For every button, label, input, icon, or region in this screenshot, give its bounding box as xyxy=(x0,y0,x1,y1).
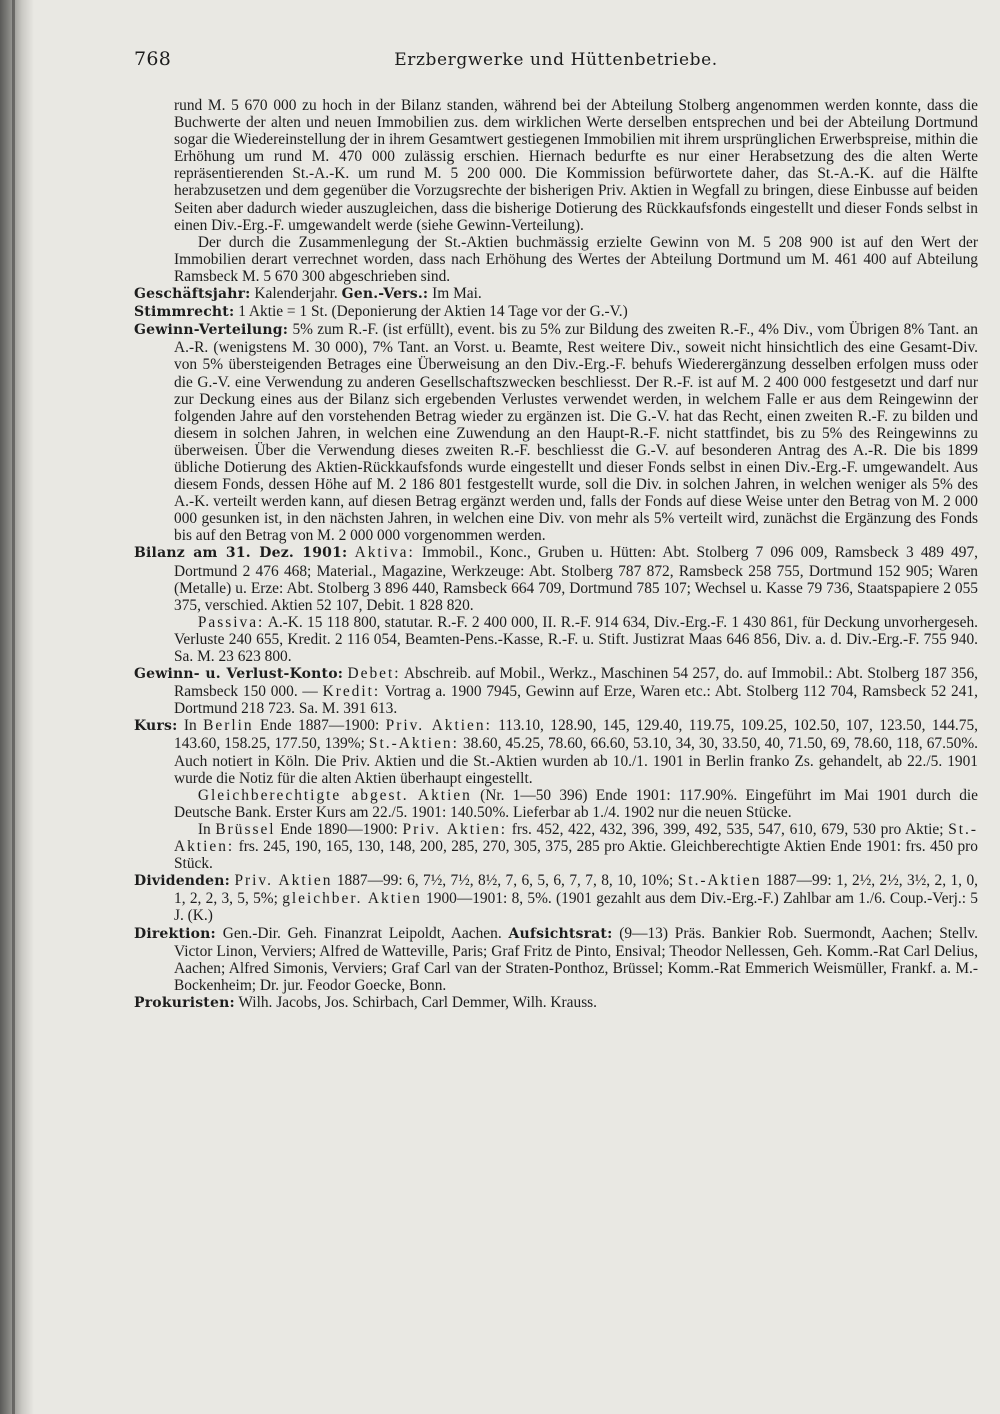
paragraph-text: Gen.-Dir. Geh. Finanzrat Leipoldt, Aachen. xyxy=(215,924,509,942)
paragraph-text: In xyxy=(177,717,204,735)
paragraph xyxy=(134,544,978,613)
section-heading: Bilanz am 31. Dez. 1901: xyxy=(134,545,348,562)
spaced-emphasis: Kredit: xyxy=(322,683,381,701)
section-heading: Stimmrecht: xyxy=(134,304,235,321)
spaced-emphasis: St.-Aktien xyxy=(677,872,762,890)
paragraph xyxy=(134,321,978,544)
section-heading: Gewinn-Verteilung: xyxy=(134,322,289,339)
paragraph-text: 38.60, 45.25, 78.60, 66.60, 53.10, 34, 30, 33.50, 40, 71.50, 69, 78.60, 118, 67.50%. Auch notiert in Köln. Die Priv. Aktien und die St.-Aktien wurden ab 10./1. 1901 in Berlin franko Zs. gehandelt, ab 22./5. 1901 wurde die Notiz für die alten Aktien überhaupt eingestellt. xyxy=(174,735,979,787)
spaced-emphasis: Berlin xyxy=(203,717,254,735)
page-number: 768 xyxy=(134,48,172,70)
section-heading: Aufsichtsrat: xyxy=(508,925,613,942)
page-body xyxy=(134,97,978,1012)
spaced-emphasis: St.-Aktien: xyxy=(174,820,978,856)
spaced-emphasis: gleichber. Aktien xyxy=(282,890,422,908)
spaced-emphasis: Debet: xyxy=(347,665,401,683)
paragraph xyxy=(134,994,978,1012)
paragraph-text: 1887—99: 6, 7½, 7½, 8½, 7, 6, 5, 6, 7, 7, 8, 10, 10%; xyxy=(332,872,678,890)
paragraph-text: Ende 1890—1900: xyxy=(275,820,403,838)
paragraph-text: Vortrag a. 1900 7945, Gewinn auf Erze, Waren etc.: Abt. Stolberg 112 704, Ramsbeck 52 241, Dortmund 218 723. Sa. M. 391 613. xyxy=(174,683,978,718)
spaced-emphasis: Aktiva: xyxy=(354,544,415,562)
paragraph xyxy=(134,717,978,786)
paragraph xyxy=(134,97,978,234)
paragraph-text: 5% zum R.-F. (ist erfüllt), event. bis zu 5% zur Bildung des zweiten R.-F., 4% Div., vom Übrigen 8% Tant. an A.-R. (wenigstens M. 30 000), 7% Tant. an Vorst. u. Beamte, Rest weitere Div., soweit nicht hinsichtlich des eine Gesamt-Div. von 5% übersteigenden Betrages eine Überweisung an den Div.-Erg.-F. behufs Wiederergänzung desselben erfolgen muss oder die G.-V. eine Verwendung zu anderen Gesellschaftszwecken beschliesst. Der R.-F. ist auf M. 2 400 000 festgesetzt und darf nur zur Deckung eines aus der Bilanz sich ergebenden Verlustes verwendet werden, in welchem Falle er aus dem Reingewinn der folgenden Jahre auf den vorstehenden Betrag wieder zu ergänzen ist. Die G.-V. hat das Recht, einen zweiten R.-F. zu bilden und diesem in solchen Jahren, in welchen eine Zuwendung an den Haupt-R.-F. nicht stattfindet, bis zu 5% des Reingewinns zu überweisen. Über die Verwendung dieses zweiten R.-F. beschliesst die G.-V. auf besonderen Antrag des A.-R. Die bis 1899 übliche Dotierung des Aktien-Rückkaufsfonds wurde eingestellt und dieser Fonds selbst in einen Div.-Erg.-F. umgewandelt. Aus diesem Fonds, dessen Höhe auf M. 2 186 801 festgestellt wurde, soll die Div. in solchen Jahren, in welchen weniger als 5% des A.-K. verteilt werden kann, auf diesen Betrag ergänzt werden und, falls der Fonds auf diese Weise unter den Betrag von M. 2 000 000 gesunken ist, in den nächsten Jahren, in welchen eine Div. von mehr als 5% verteilt wird, zunächst die Ergänzung des Fonds bis auf den Betrag von M. 2 000 000 vorgenommen werden. xyxy=(174,321,978,545)
paragraph-text: Wilh. Jacobs, Jos. Schirbach, Carl Demmer, Wilh. Krauss. xyxy=(234,993,598,1011)
paragraph-text xyxy=(347,544,354,561)
paragraph xyxy=(134,821,978,872)
paragraph-text: rund M. 5 670 000 zu hoch in der Bilanz standen, während bei der Abteilung Stolberg angenommen werden konnte, dass die Buchwerte der alten und neuen Immobilien zus. dem wirklichen Werte derselben entsprechen und bei der Abteilung Dortmund sogar die Wiedereinstellung der in ihrem Gesamtwert gestiegenen Immobilien mit ihrem ursprünglichen Erwerbspreise, mithin die Erhöhung um rund M. 470 000 zulässig erschien. Hiernach bedurfte es nur einer Herabsetzung des die alten Werte repräsentierenden St.-A.-K. um rund M. 5 200 000. Die Kommission befürwortete daher, das St.-A.-K. auf die Hälfte herabzusetzen und dem gegenüber die Vorzugsrechte der bisherigen Priv. Aktien in Wegfall zu bringen, diese Einbusse auf beiden Seiten aber dadurch wieder auszugleichen, dass die bisherige Dotierung des Rückkaufsfonds eingestellt und dieser Fonds selbst in einen Div.-Erg.-F. umgewandelt werde (siehe Gewinn-Verteilung). xyxy=(174,97,978,234)
running-title: Erzbergwerke und Hüttenbetriebe. xyxy=(394,50,718,70)
page-header xyxy=(134,46,978,76)
paragraph-text: Immobil., Konc., Gruben u. Hütten: Abt. Stolberg 7 096 009, Ramsbeck 3 489 497, Dortmund 2 476 468; Material., Magazine, Werkzeuge: Abt. Stolberg 787 872, Ramsbeck 258 755, Dortmund 152 905; Waren (Metalle) u. Erze: Abt. Stolberg 3 896 440, Ramsbeck 664 709, Dortmund 785 107; Wechsel u. Kasse 79 736, Staatspapiere 2 055 375, verschied. Aktien 52 107, Debit. 1 828 820. xyxy=(174,544,978,614)
paragraph xyxy=(134,234,978,285)
paragraph-text: frs. 452, 422, 432, 396, 399, 492, 535, 547, 610, 679, 530 pro Aktie; xyxy=(507,820,949,838)
paragraph-text: 1900—1901: 8, 5%. (1901 gezahlt aus dem Div.-Erg.-F.) Zahlbar am 1./6. Coup.-Verj.: 5 J. (K.) xyxy=(174,890,978,925)
section-heading: Dividenden: xyxy=(134,873,231,890)
paragraph xyxy=(134,665,978,717)
paragraph xyxy=(134,614,978,665)
spaced-emphasis: Priv. Aktien xyxy=(234,872,333,890)
paragraph-text: Im Mai. xyxy=(428,285,482,303)
spaced-emphasis: Gleichberechtigte abgest. Aktien xyxy=(197,786,472,804)
spaced-emphasis: Brüssel xyxy=(215,820,276,838)
section-heading: Kurs: xyxy=(134,718,178,735)
paragraph xyxy=(134,872,978,924)
spaced-emphasis: Passiva: xyxy=(197,613,265,631)
paragraph-text: Ende 1887—1900: xyxy=(253,717,386,735)
paragraph-text: frs. 245, 190, 165, 130, 148, 200, 285, 270, 305, 375, 285 pro Aktie. Gleichberechtigte Aktien Ende 1901: frs. 450 pro Stück. xyxy=(174,838,978,873)
paragraph-text: (9—13) Präs. Bankier Rob. Suermondt, Aachen; Stellv. Victor Linon, Verviers; Alfred de Watteville, Paris; Graf Fritz de Pinto, Ensival; Theodor Nellessen, Geh. Komm.-Rat Carl Delius, Aachen; Alfred Simonis, Verviers; Graf Carl van der Straten-Ponthoz, Brüssel; Komm.-Rat Emmerich Weismüller, Frankf. a. M.-Bockenheim; Dr. jur. Feodor Goecke, Bonn. xyxy=(174,924,978,994)
section-heading: Gewinn- u. Verlust-Konto: xyxy=(134,666,344,683)
paragraph-text: 113.10, 128.90, 145, 129.40, 119.75, 109.25, 102.50, 107, 123.50, 144.75, 143.60, 158.25, 177.50, 139%; xyxy=(174,717,978,753)
section-heading: Prokuristen: xyxy=(134,994,235,1011)
section-heading: Geschäftsjahr: xyxy=(134,286,251,303)
paragraph-text: Kalenderjahr. xyxy=(250,285,342,303)
paragraph-text: In xyxy=(197,820,216,838)
section-heading: Gen.-Vers.: xyxy=(341,286,429,303)
paragraph xyxy=(134,303,978,321)
scan-binding-edge xyxy=(0,0,34,1414)
paragraph-text: Abschreib. auf Mobil., Werkz., Maschinen 54 257, do. auf Immobil.: Abt. Stolberg 187 356, Ramsbeck 150 000. — xyxy=(174,665,978,701)
paragraph xyxy=(134,925,978,994)
paragraph-text: 1887—99: 1, 2½, 2½, 3½, 2, 1, 0, 1, 2, 2, 3, 5, 5%; xyxy=(174,872,978,908)
section-heading: Direktion: xyxy=(134,925,216,942)
paragraph-text: (Nr. 1—50 396) Ende 1901: 117.90%. Eingeführt im Mai 1901 durch die Deutsche Bank. Erster Kurs am 22./5. 1901: 140.50%. Lieferbar ab 1./4. 1902 nur die neuen Stücke. xyxy=(174,786,978,821)
paragraph xyxy=(134,285,978,303)
spaced-emphasis: St.-Aktien: xyxy=(368,735,459,753)
paragraph xyxy=(134,787,978,821)
paragraph-text: 1 Aktie = 1 St. (Deponierung der Aktien 14 Tage vor der G.-V.) xyxy=(234,303,628,321)
paragraph-text: Der durch die Zusammenlegung der St.-Aktien buchmässig erzielte Gewinn von M. 5 208 900 ist auf den Wert der Immobilien derart verrechnet worden, dass nach Erhöhung des Wertes der Abteilung Dortmund um M. 461 400 auf Abteilung Ramsbeck M. 5 670 300 abgeschrieben sind. xyxy=(174,233,978,285)
spaced-emphasis: Priv. Aktien: xyxy=(385,717,492,735)
paragraph-text: A.-K. 15 118 800, statutar. R.-F. 2 400 000, II. R.-F. 914 634, Div.-Erg.-F. 1 430 861, für Deckung unvorhergeseh. Verluste 240 655, Kredit. 2 116 054, Beamten-Pens.-Kasse, R.-F. u. Stift. Justizrat Maas 646 856, Div. a. d. Div.-Erg.-F. 755 940. Sa. M. 23 623 800. xyxy=(174,613,978,665)
spaced-emphasis: Priv. Aktien: xyxy=(402,820,508,838)
